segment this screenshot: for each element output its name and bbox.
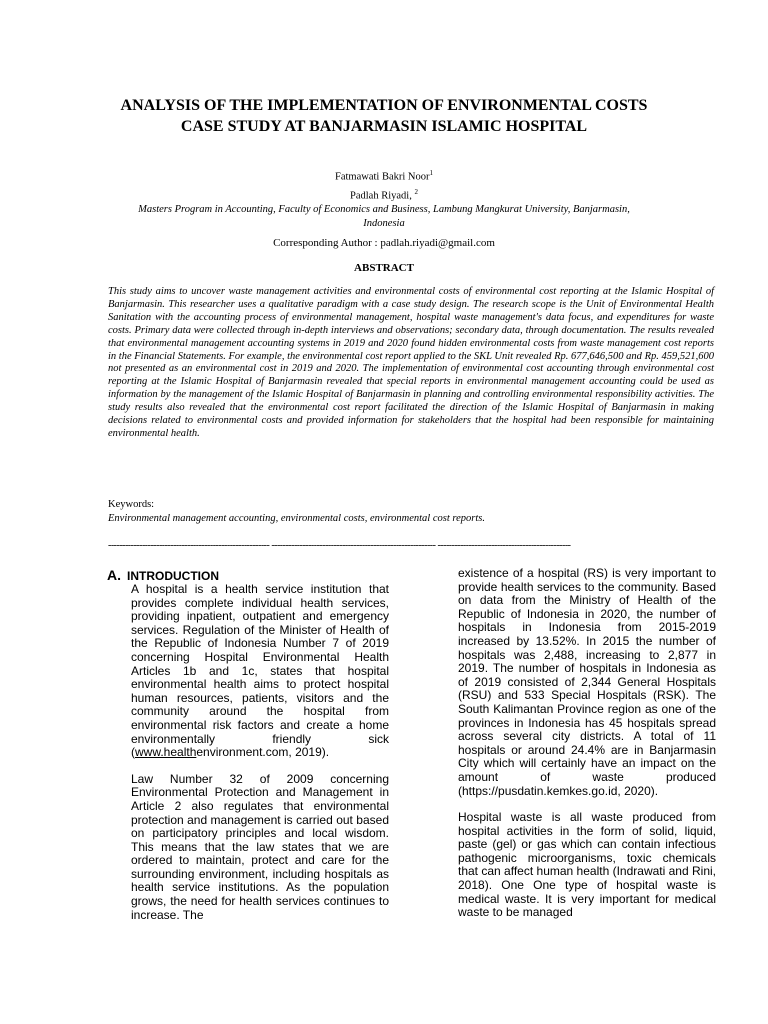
section-heading [107, 567, 219, 583]
author-1-name: Fatmawati Bakri Noor [335, 171, 430, 183]
affiliation-line-1: Masters Program in Accounting, Faculty of Economics and Business, Lambung Mangkurat University, Banjarmasin, [138, 204, 630, 215]
right-paragraph-1: existence of a hospital (RS) is very important to provide health services to the community. Based on data from the Ministry of Health of the Republic of Indonesia in 2020, the number of hospitals in Indonesia from 2015-2019 increased by 13.52%. In 2015 the number of hospitals was 2,488, increasing to 2,877 in 2019. The number of hospitals in Indonesia as of 2019 consisted of 2,344 General Hospitals (RSU) and 533 Special Hospitals (RSK). The South Kalimantan Province region as one of the provinces in Indonesia has 45 hospitals spread across several city districts. A total of 11 hospitals or around 24.4% are in Banjarmasin City which will certainly have an impact on the amount of waste produced (https://pusdatin.kemkes.go.id, 2020). [458, 566, 716, 798]
keywords-label: Keywords: [108, 499, 155, 510]
author-2-name: Padlah Riyadi, [350, 190, 415, 201]
author-1-sup: 1 [429, 169, 433, 177]
left-p1-tail: environment.com, 2019). [196, 745, 330, 760]
keywords-block [108, 498, 714, 526]
left-p1-text: A hospital is a health service institution that provides complete individual health services, providing inpatient, outpatient and emergency services. Regulation of the Minister of Health of the Republic of Indonesia Number 7 of 2019 concerning Hospital Environmental Health Articles 1b and 1c, states that hospital environmental health aims to protect hospital human resources, patients, visitors and the community around the hospital from environmental risk factors and create a home environmentally friendly sick ( [131, 582, 389, 760]
left-paragraph-1 [131, 583, 389, 760]
citation-link[interactable]: www.health [135, 745, 197, 760]
section-divider: --------------------------------------------------------- ---------------------------------------------------------- ----------------------------------------------- [108, 540, 571, 551]
title-line-2: CASE STUDY AT BANJARMASIN ISLAMIC HOSPITAL [180, 118, 588, 135]
section-letter: A. [107, 567, 121, 583]
corresponding-author: Corresponding Author : padlah.riyadi@gmail.com [273, 237, 495, 249]
paper-title [60, 95, 708, 137]
left-column [131, 583, 389, 935]
abstract-heading: ABSTRACT [354, 262, 414, 274]
title-line-1: ANALYSIS OF THE IMPLEMENTATION OF ENVIRONMENTAL COSTS [120, 97, 648, 114]
author-1 [100, 166, 668, 185]
left-paragraph-2: Law Number 32 of 2009 concerning Environmental Protection and Management in Article 2 also regulates that environmental protection and management is carried out based on participatory principles and local wisdom. This means that the law states that we are ordered to maintain, protect and care for the surrounding environment, including hospitals as health service institutions. As the population grows, the need for health services continues to increase. The [131, 771, 389, 922]
right-column [458, 567, 716, 933]
section-title: INTRODUCTION [127, 569, 219, 583]
right-paragraph-2: Hospital waste is all waste produced from hospital activities in the form of solid, liquid, paste (gel) or gas which can contain infectious pathogenic microorganisms, toxic chemicals that can affect human health (Indrawati and Rini, 2018). One One type of hospital waste is medical waste. It is very important for medical waste to be managed [458, 810, 716, 920]
abstract-body: This study aims to uncover waste management activities and environmental costs of environmental cost reporting at the Islamic Hospital of Banjarmasin. This researcher uses a qualitative paradigm with a case study design. The research scope is the Unit of Environmental Health Sanitation with the accounting process of environmental management, hospital waste management's data focus, and expenditures for waste costs. Primary data were collected through in-depth interviews and observations; secondary data, through documentation. The results revealed that environmental management accounting systems in 2019 and 2020 found hidden environmental costs from waste management cost reports in the Financial Statements. For example, the environmental cost report applied to the SKL Unit revealed Rp. 677,646,500 and Rp. 459,521,600 not presented as an environmental cost in 2019 and 2020. The implementation of environmental cost accounting through environmental cost reporting at the Islamic Hospital of Banjarmasin revealed that special reports in environmental management accounting could be used as information by the management of the Islamic Hospital of Banjarmasin in planning and controlling environmental responsibility activities. The study results also revealed that the environmental cost report facilitated the direction of the Islamic Hospital of Banjarmasin in making decisions related to environmental costs and provided information for stakeholders that the hospital had been responsible for maintaining environmental health. [108, 286, 714, 439]
author-2-sup: 2 [414, 187, 418, 196]
keywords-list: Environmental management accounting, environmental costs, environmental cost reports. [108, 513, 485, 524]
author-block [100, 166, 668, 231]
author-2 [100, 185, 668, 204]
affiliation-line-2: Indonesia [363, 218, 405, 229]
